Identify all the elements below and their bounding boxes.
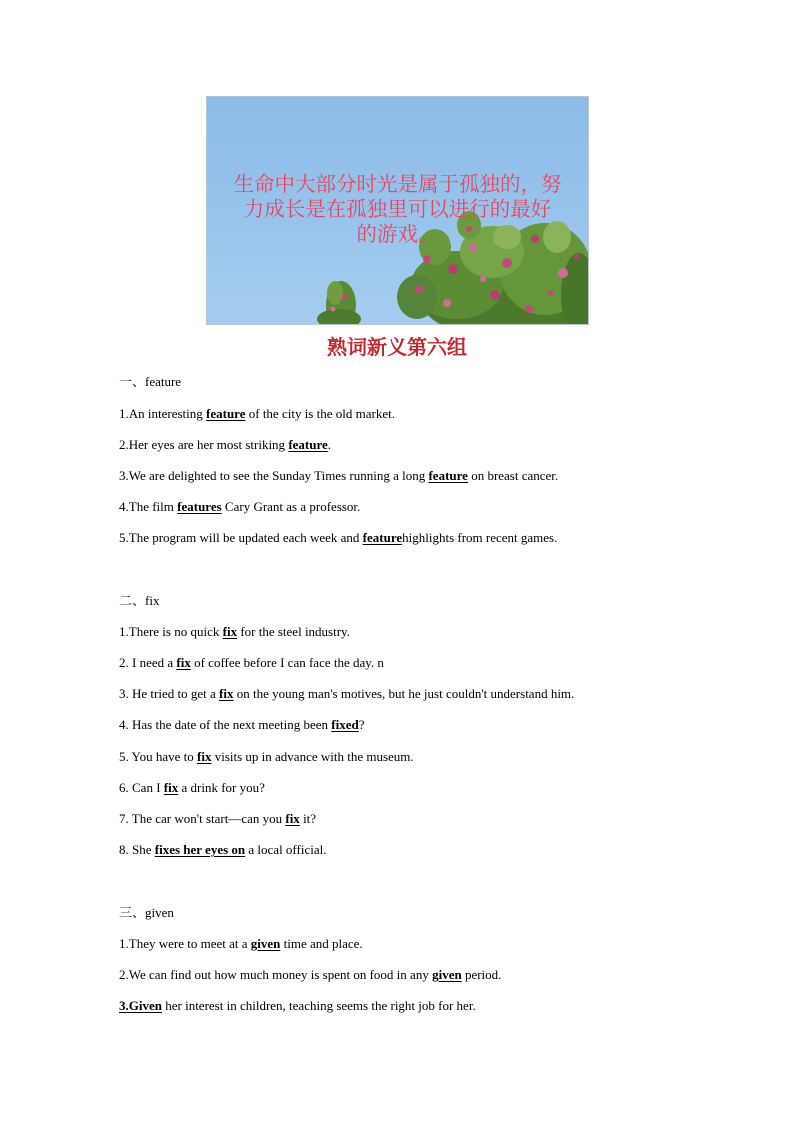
banner-quote-line: 生命中大部分时光是属于孤独的，努 bbox=[233, 172, 562, 196]
example-sentence bbox=[119, 460, 759, 491]
example-sentence bbox=[119, 429, 759, 460]
example-sentence bbox=[119, 398, 759, 429]
sentence-text: of coffee before I can face the day. n bbox=[190, 655, 384, 671]
sentence-text: 4. Has the date of the next meeting been bbox=[119, 717, 332, 733]
sentence-text: 3. He tried to get a bbox=[119, 686, 219, 702]
example-sentence bbox=[119, 772, 759, 803]
sentence-text: for the steel industry. bbox=[237, 623, 350, 639]
example-sentence bbox=[119, 990, 759, 1021]
keyword: fix bbox=[163, 779, 179, 795]
keyword: fixes her eyes on bbox=[154, 842, 246, 858]
keyword: fix bbox=[219, 686, 234, 702]
example-sentence bbox=[119, 741, 759, 772]
example-sentence bbox=[119, 616, 759, 647]
keyword: feature bbox=[362, 530, 403, 546]
keyword: features bbox=[177, 499, 222, 515]
example-sentence bbox=[119, 959, 759, 990]
spacer bbox=[119, 554, 759, 585]
example-sentence bbox=[119, 491, 759, 522]
sentence-text: 8. She bbox=[119, 842, 155, 858]
sentence-text: 3.We are delighted to see the Sunday Times running a long bbox=[119, 467, 429, 483]
banner-image bbox=[207, 97, 588, 324]
keyword: given bbox=[250, 935, 281, 951]
keyword: fix bbox=[197, 748, 212, 764]
keyword: fixed bbox=[331, 717, 359, 733]
example-sentence bbox=[119, 709, 759, 740]
sentence-text: 5. You have to bbox=[119, 748, 198, 764]
keyword: 3.Given bbox=[119, 998, 162, 1014]
spacer bbox=[119, 865, 759, 896]
example-sentence bbox=[119, 803, 759, 834]
example-sentence bbox=[119, 834, 759, 865]
sentence-text: 7. The car won't start—can you bbox=[119, 811, 286, 827]
sentence-text: 1.There is no quick bbox=[119, 623, 223, 639]
keyword: feature bbox=[206, 405, 246, 421]
sentence-text: time and place. bbox=[280, 935, 363, 951]
sentence-text: 2.Her eyes are her most striking bbox=[119, 436, 289, 452]
sentence-text: . bbox=[327, 436, 332, 452]
section-heading: 一、feature bbox=[119, 374, 182, 390]
sentence-text: 1.They were to meet at a bbox=[119, 935, 251, 951]
keyword: fix bbox=[285, 811, 300, 827]
sentence-text: her interest in children, teaching seems the right job for her. bbox=[161, 998, 476, 1014]
keyword: fix bbox=[222, 623, 238, 639]
sentence-text: Cary Grant as a professor. bbox=[221, 499, 361, 515]
sentence-text: 2. I need a bbox=[119, 655, 177, 671]
sentence-text: period. bbox=[461, 966, 502, 982]
sentence-text: 4.The film bbox=[119, 499, 178, 515]
page-title: 熟词新义第六组 bbox=[327, 335, 467, 359]
banner-quote-line: 的游戏。 bbox=[356, 222, 439, 246]
section-heading: 三、given bbox=[119, 904, 174, 920]
example-sentence bbox=[119, 928, 759, 959]
banner-quote bbox=[207, 172, 588, 247]
sentence-text: 1.An interesting bbox=[119, 405, 207, 421]
banner-quote-line: 力成长是在孤独里可以进行的最好 bbox=[243, 197, 552, 221]
sentence-text: ? bbox=[358, 717, 365, 733]
sentence-text: highlights from recent games. bbox=[402, 530, 558, 546]
sentence-text: 5.The program will be updated each week and bbox=[119, 530, 363, 546]
sentence-text: it? bbox=[299, 811, 317, 827]
sentence-text: 6. Can I bbox=[119, 779, 164, 795]
keyword: feature bbox=[288, 436, 328, 452]
sentence-text: 2.We can find out how much money is spent on food in any bbox=[119, 966, 433, 982]
sentence-text: of the city is the old market. bbox=[245, 405, 395, 421]
section-heading: 二、fix bbox=[119, 592, 160, 608]
keyword: given bbox=[432, 966, 462, 982]
keyword: feature bbox=[428, 467, 468, 483]
keyword: fix bbox=[176, 655, 191, 671]
sentence-text: visits up in advance with the museum. bbox=[211, 748, 414, 764]
sentence-text: a local official. bbox=[245, 842, 327, 858]
sentence-text: on the young man's motives, but he just couldn't understand him. bbox=[233, 686, 575, 702]
sentence-text: on breast cancer. bbox=[467, 467, 559, 483]
example-sentence bbox=[119, 678, 759, 709]
document-body bbox=[119, 366, 759, 1021]
example-sentence bbox=[119, 522, 759, 553]
example-sentence bbox=[119, 647, 759, 678]
sentence-text: a drink for you? bbox=[178, 779, 265, 795]
